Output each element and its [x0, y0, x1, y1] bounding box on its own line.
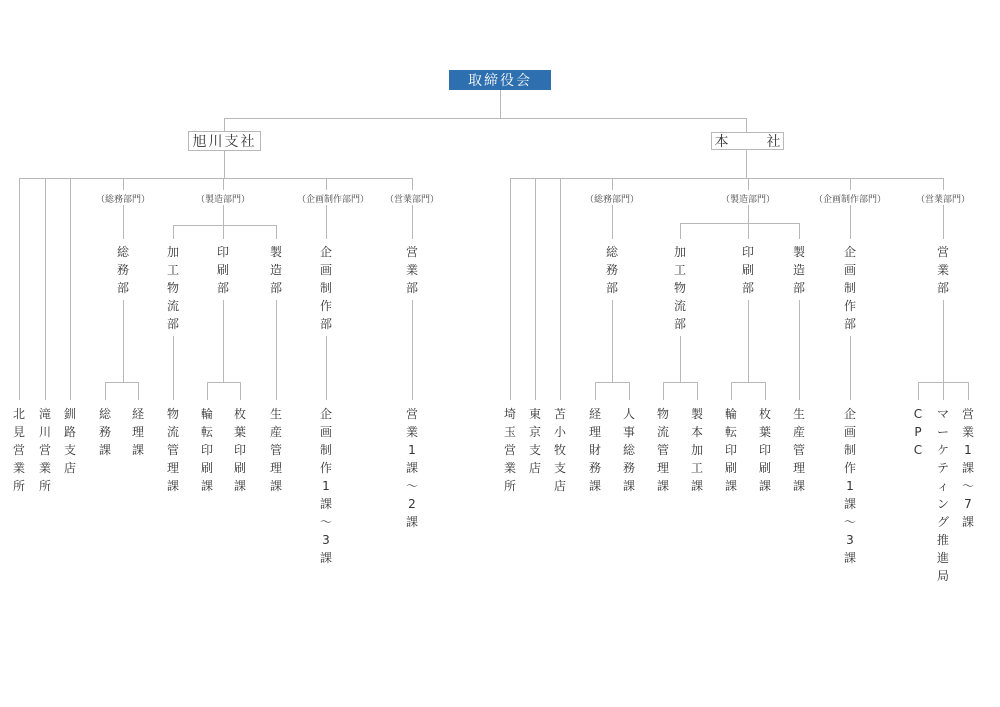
root-label: 取締役会	[468, 73, 532, 89]
connector	[731, 382, 766, 383]
category-label: （総務部門）	[584, 195, 640, 205]
connector	[731, 382, 732, 400]
connector	[918, 382, 919, 400]
connector	[746, 150, 747, 178]
connector	[276, 300, 277, 400]
connector	[276, 225, 277, 239]
department-label: 加 工 物 流 部	[166, 245, 179, 331]
section-label: 生 産 管 理 課	[269, 407, 282, 493]
connector	[173, 225, 174, 239]
branch-asahikawa-box	[188, 131, 261, 151]
connector	[748, 205, 749, 223]
category-label: （製造部門）	[195, 195, 251, 205]
connector	[412, 205, 413, 239]
connector	[612, 300, 613, 382]
connector	[223, 300, 224, 382]
branch-honsha-box	[711, 132, 793, 150]
department-label: 営 業 部	[405, 245, 418, 295]
connector	[123, 178, 124, 190]
connector	[680, 223, 681, 239]
department-label: 製 造 部	[792, 245, 805, 295]
category-label: （営業部門）	[915, 195, 971, 205]
section-label: 総 務 課	[98, 407, 111, 457]
section-label: 人 事 総 務 課	[622, 407, 635, 493]
connector	[799, 300, 800, 400]
connector	[224, 118, 225, 131]
department-label: 企 画 制 作 部	[843, 245, 856, 331]
connector	[70, 178, 71, 400]
connector	[510, 178, 511, 400]
connector	[943, 178, 944, 190]
connector	[223, 225, 224, 239]
office-label: 滝 川 営 業 所	[38, 407, 51, 493]
connector	[123, 205, 124, 239]
connector	[173, 336, 174, 400]
connector	[535, 178, 536, 400]
connector	[224, 118, 747, 119]
office-label: 東 京 支 店	[528, 407, 541, 475]
section-label: 輪 転 印 刷 課	[724, 407, 737, 493]
category-label: （総務部門）	[95, 195, 151, 205]
connector	[748, 300, 749, 382]
connector	[560, 178, 561, 400]
section-label: 生 産 管 理 課	[792, 407, 805, 493]
section-label: 製 本 加 工 課	[690, 407, 703, 493]
section-label: 営 業 1 課 ～ 2 課	[405, 407, 418, 529]
office-label: 釧 路 支 店	[63, 407, 76, 475]
connector	[223, 205, 224, 225]
connector	[680, 336, 681, 382]
connector	[595, 382, 596, 400]
connector	[105, 382, 139, 383]
department-label: 印 刷 部	[741, 245, 754, 295]
office-label: 苫 小 牧 支 店	[553, 407, 566, 493]
connector	[207, 382, 241, 383]
connector	[968, 382, 969, 400]
branch-asahikawa-label: 旭川支社	[192, 134, 257, 150]
section-label: 企 画 制 作 1 課 ～ 3 課	[319, 407, 332, 565]
connector	[612, 205, 613, 239]
connector	[697, 382, 698, 400]
connector	[943, 205, 944, 239]
department-label: 総 務 部	[116, 245, 129, 295]
connector	[412, 300, 413, 400]
connector	[510, 178, 943, 179]
connector	[240, 382, 241, 400]
section-label: 輪 転 印 刷 課	[200, 407, 213, 493]
section-label: マ ー ケ テ ィ ン グ 推 進 局	[936, 407, 949, 583]
connector	[748, 178, 749, 190]
connector	[45, 178, 46, 400]
category-label: （製造部門）	[720, 195, 776, 205]
connector	[746, 118, 747, 132]
department-label: 印 刷 部	[216, 245, 229, 295]
section-label: 企 画 制 作 1 課 ～ 3 課	[843, 407, 856, 565]
connector	[850, 178, 851, 190]
connector	[748, 223, 749, 239]
department-label: 加 工 物 流 部	[673, 245, 686, 331]
section-label: 物 流 管 理 課	[656, 407, 669, 493]
connector	[326, 336, 327, 400]
section-label: 枚 葉 印 刷 課	[758, 407, 771, 493]
connector	[680, 223, 799, 224]
office-label: 北 見 営 業 所	[12, 407, 25, 493]
branch-honsha-label: 本 社	[714, 134, 793, 150]
connector	[663, 382, 664, 400]
connector	[943, 382, 944, 400]
root-box	[449, 70, 551, 90]
department-label: 企 画 制 作 部	[319, 245, 332, 331]
connector	[207, 382, 208, 400]
connector	[500, 90, 501, 118]
connector	[223, 178, 224, 190]
connector	[612, 178, 613, 190]
connector	[943, 300, 944, 382]
connector	[663, 382, 698, 383]
department-label: 総 務 部	[605, 245, 618, 295]
section-label: 経 理 財 務 課	[588, 407, 601, 493]
connector	[224, 151, 225, 178]
connector	[105, 382, 106, 400]
connector	[799, 223, 800, 239]
connector	[123, 300, 124, 382]
connector	[629, 382, 630, 400]
section-label: 物 流 管 理 課	[166, 407, 179, 493]
connector	[595, 382, 630, 383]
category-label: （企画制作部門）	[813, 195, 887, 205]
category-label: （企画制作部門）	[296, 195, 370, 205]
connector	[173, 225, 276, 226]
section-label: 枚 葉 印 刷 課	[233, 407, 246, 493]
connector	[326, 205, 327, 239]
department-label: 営 業 部	[936, 245, 949, 295]
connector	[138, 382, 139, 400]
connector	[412, 178, 413, 190]
connector	[19, 178, 20, 400]
section-label: 経 理 課	[131, 407, 144, 457]
category-label: （営業部門）	[384, 195, 440, 205]
section-label: 営 業 1 課 ～ 7 課	[961, 407, 974, 529]
section-label: C P C	[913, 407, 923, 457]
connector	[765, 382, 766, 400]
connector	[850, 205, 851, 239]
connector	[850, 336, 851, 400]
office-label: 埼 玉 営 業 所	[503, 407, 516, 493]
department-label: 製 造 部	[269, 245, 282, 295]
connector	[326, 178, 327, 190]
connector	[19, 178, 412, 179]
